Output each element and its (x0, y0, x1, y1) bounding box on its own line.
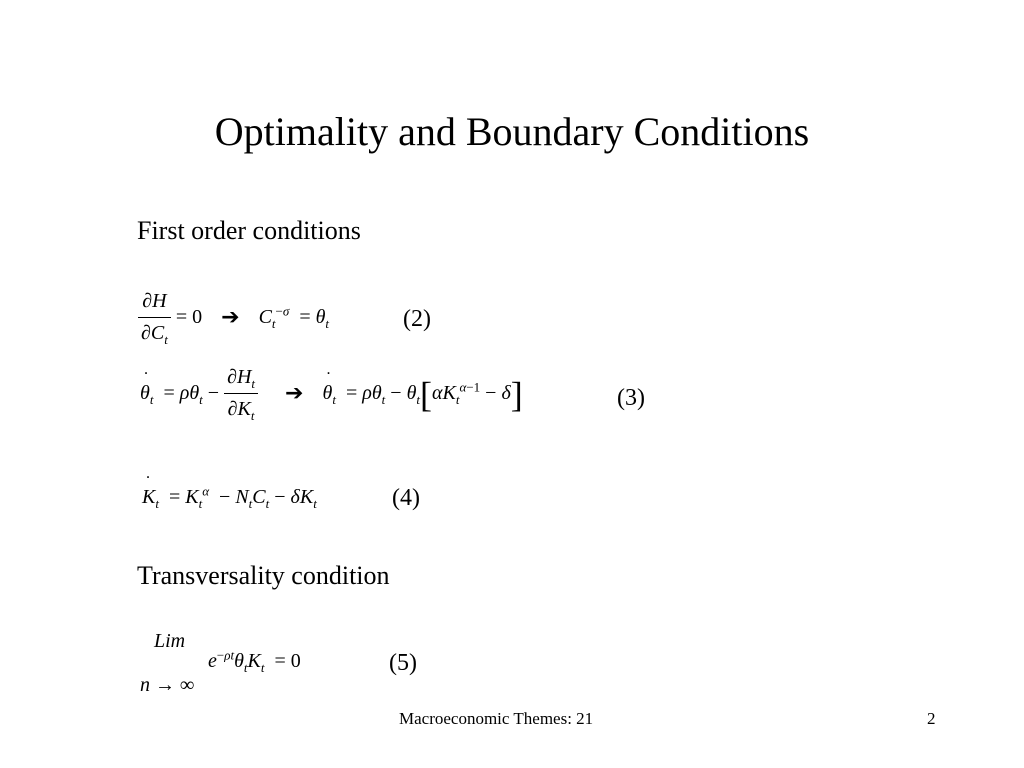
limit-label: Lim (154, 630, 186, 652)
equation-5: $e^{-\rho t}\theta_tK_t = 0$ (208, 647, 301, 675)
equation-2-number: (2) (403, 306, 431, 332)
eq2-derivative-fraction: $\frac{\partial H}{\partial C_t}$ (138, 290, 171, 345)
equation-4-number: (4) (392, 485, 420, 511)
slide-title: Optimality and Boundary Conditions (214, 109, 810, 154)
page-number: 2 (927, 709, 936, 728)
limit-subscript: n → ∞ (140, 674, 195, 696)
footer-text: Macroeconomic Themes: 21 (399, 709, 594, 728)
first-order-heading: First order conditions (137, 216, 361, 245)
equation-5-number: (5) (389, 650, 417, 676)
equation-2: $\frac{\partial H}{\partial C_t}$ = 0 ➔ $C_t^{-\sigma} = \theta_t$ (138, 290, 329, 345)
equation-3-number: (3) (617, 385, 645, 411)
equation-3: ˙ $\theta_t = \rho\theta_t$ − $\frac{\partial H_t}{\partial K_t}$ ➔ ˙ $\theta_t = \rho\theta_t - \theta_t[\alpha K_t^{\alpha-1} - \delta]$ (140, 366, 523, 421)
implies-arrow-icon-2: ➔ (285, 381, 304, 406)
transversality-heading: Transversality condition (137, 561, 390, 590)
equation-4: ˙ $K_t = K_t^\alpha - N_tC_t - \delta K_t$ (142, 486, 317, 509)
implies-arrow-icon: ➔ (221, 305, 240, 330)
eq3-derivative-fraction: $\frac{\partial H_t}{\partial K_t}$ (224, 366, 258, 421)
